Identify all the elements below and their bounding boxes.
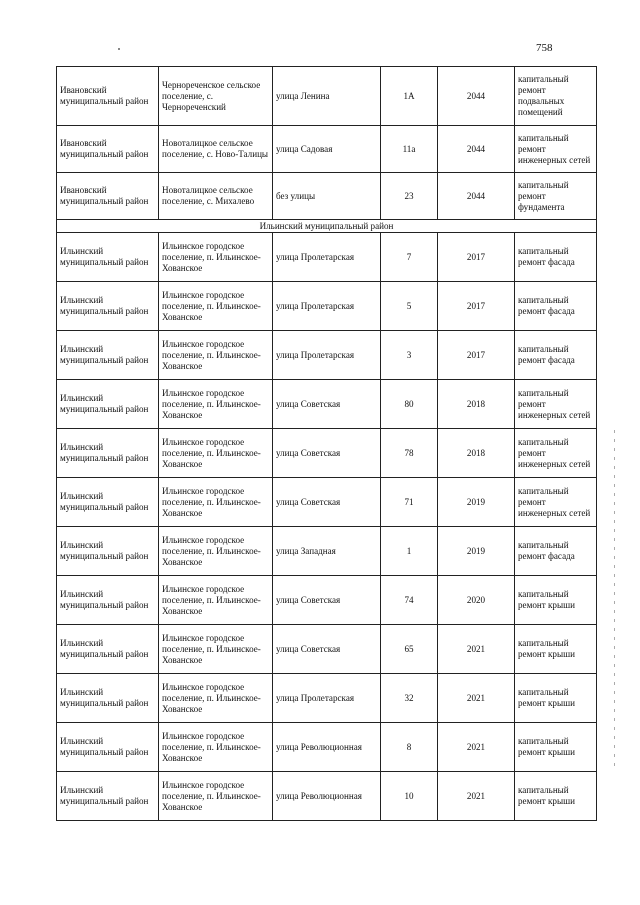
table-row <box>57 67 597 126</box>
year-cell: 2017 <box>438 282 515 331</box>
street-cell: без улицы <box>273 173 381 220</box>
year-cell: 2017 <box>438 233 515 282</box>
section-title: Ильинский муниципальный район <box>57 220 597 233</box>
street-cell: улица Советская <box>273 478 381 527</box>
table-row <box>57 576 597 625</box>
work-type-cell: капитальный ремонт подвальных помещений <box>515 67 597 126</box>
year-cell: 2019 <box>438 478 515 527</box>
table-row <box>57 723 597 772</box>
year-cell: 2019 <box>438 527 515 576</box>
street-cell: улица Революционная <box>273 723 381 772</box>
settlement-cell: Ильинское городское поселение, п. Ильинское-Хованское <box>159 576 273 625</box>
year-cell: 2021 <box>438 772 515 821</box>
street-cell: улица Советская <box>273 625 381 674</box>
district-cell: Ильинский муниципальный район <box>57 380 159 429</box>
district-cell: Ильинский муниципальный район <box>57 429 159 478</box>
settlement-cell: Чернореченское сельское поселение, с. Чернореченский <box>159 67 273 126</box>
district-cell: Ильинский муниципальный район <box>57 625 159 674</box>
year-cell: 2021 <box>438 625 515 674</box>
year-cell: 2044 <box>438 173 515 220</box>
settlement-cell: Ильинское городское поселение, п. Ильинское-Хованское <box>159 674 273 723</box>
table-row <box>57 527 597 576</box>
house-cell: 32 <box>381 674 438 723</box>
district-cell: Ильинский муниципальный район <box>57 723 159 772</box>
house-cell: 8 <box>381 723 438 772</box>
work-type-cell: капитальный ремонт фасада <box>515 282 597 331</box>
table-row <box>57 478 597 527</box>
year-cell: 2044 <box>438 126 515 173</box>
table-row <box>57 772 597 821</box>
street-cell: улица Советская <box>273 576 381 625</box>
settlement-cell: Ильинское городское поселение, п. Ильинское-Хованское <box>159 723 273 772</box>
work-type-cell: капитальный ремонт инженерных сетей <box>515 478 597 527</box>
district-cell: Ивановский муниципальный район <box>57 67 159 126</box>
street-cell: улица Ленина <box>273 67 381 126</box>
year-cell: 2044 <box>438 67 515 126</box>
work-type-cell: капитальный ремонт крыши <box>515 625 597 674</box>
work-type-cell: капитальный ремонт крыши <box>515 576 597 625</box>
street-cell: улица Советская <box>273 429 381 478</box>
street-cell: улица Революционная <box>273 772 381 821</box>
work-type-cell: капитальный ремонт фундамента <box>515 173 597 220</box>
district-cell: Ильинский муниципальный район <box>57 478 159 527</box>
district-cell: Ивановский муниципальный район <box>57 126 159 173</box>
house-cell: 10 <box>381 772 438 821</box>
table-row <box>57 173 597 220</box>
work-type-cell: капитальный ремонт инженерных сетей <box>515 429 597 478</box>
settlement-cell: Новоталицкое сельское поселение, с. Ново-Талицы <box>159 126 273 173</box>
settlement-cell: Ильинское городское поселение, п. Ильинское-Хованское <box>159 772 273 821</box>
year-cell: 2018 <box>438 380 515 429</box>
work-type-cell: капитальный ремонт крыши <box>515 674 597 723</box>
work-type-cell: капитальный ремонт крыши <box>515 723 597 772</box>
year-cell: 2017 <box>438 331 515 380</box>
house-cell: 3 <box>381 331 438 380</box>
work-type-cell: капитальный ремонт фасада <box>515 233 597 282</box>
year-cell: 2018 <box>438 429 515 478</box>
district-cell: Ивановский муниципальный район <box>57 173 159 220</box>
table-row <box>57 429 597 478</box>
house-cell: 5 <box>381 282 438 331</box>
house-cell: 74 <box>381 576 438 625</box>
street-cell: улица Советская <box>273 380 381 429</box>
table-row <box>57 331 597 380</box>
table-row <box>57 233 597 282</box>
section-header-row <box>57 220 597 233</box>
house-cell: 11а <box>381 126 438 173</box>
work-type-cell: капитальный ремонт крыши <box>515 772 597 821</box>
district-cell: Ильинский муниципальный район <box>57 282 159 331</box>
house-cell: 1А <box>381 67 438 126</box>
district-cell: Ильинский муниципальный район <box>57 674 159 723</box>
year-cell: 2021 <box>438 674 515 723</box>
district-cell: Ильинский муниципальный район <box>57 527 159 576</box>
work-type-cell: капитальный ремонт инженерных сетей <box>515 126 597 173</box>
table-row <box>57 282 597 331</box>
settlement-cell: Ильинское городское поселение, п. Ильинское-Хованское <box>159 429 273 478</box>
work-type-cell: капитальный ремонт инженерных сетей <box>515 380 597 429</box>
street-cell: улица Пролетарская <box>273 331 381 380</box>
house-cell: 65 <box>381 625 438 674</box>
work-type-cell: капитальный ремонт фасада <box>515 527 597 576</box>
table-row <box>57 625 597 674</box>
house-cell: 1 <box>381 527 438 576</box>
repair-schedule-table <box>56 66 597 821</box>
table-row <box>57 126 597 173</box>
year-cell: 2020 <box>438 576 515 625</box>
house-cell: 71 <box>381 478 438 527</box>
settlement-cell: Ильинское городское поселение, п. Ильинское-Хованское <box>159 478 273 527</box>
street-cell: улица Пролетарская <box>273 233 381 282</box>
settlement-cell: Ильинское городское поселение, п. Ильинское-Хованское <box>159 625 273 674</box>
street-cell: улица Садовая <box>273 126 381 173</box>
settlement-cell: Новоталицкое сельское поселение, с. Михалево <box>159 173 273 220</box>
table-row <box>57 380 597 429</box>
house-cell: 80 <box>381 380 438 429</box>
settlement-cell: Ильинское городское поселение, п. Ильинское-Хованское <box>159 380 273 429</box>
page-number: 758 <box>536 42 553 54</box>
year-cell: 2021 <box>438 723 515 772</box>
scan-artifact <box>118 48 120 50</box>
house-cell: 23 <box>381 173 438 220</box>
district-cell: Ильинский муниципальный район <box>57 331 159 380</box>
district-cell: Ильинский муниципальный район <box>57 576 159 625</box>
scan-artifact-edge <box>614 430 615 770</box>
settlement-cell: Ильинское городское поселение, п. Ильинское-Хованское <box>159 331 273 380</box>
settlement-cell: Ильинское городское поселение, п. Ильинское-Хованское <box>159 282 273 331</box>
street-cell: улица Пролетарская <box>273 674 381 723</box>
work-type-cell: капитальный ремонт фасада <box>515 331 597 380</box>
house-cell: 7 <box>381 233 438 282</box>
district-cell: Ильинский муниципальный район <box>57 772 159 821</box>
street-cell: улица Западная <box>273 527 381 576</box>
table-row <box>57 674 597 723</box>
district-cell: Ильинский муниципальный район <box>57 233 159 282</box>
house-cell: 78 <box>381 429 438 478</box>
street-cell: улица Пролетарская <box>273 282 381 331</box>
settlement-cell: Ильинское городское поселение, п. Ильинское-Хованское <box>159 233 273 282</box>
settlement-cell: Ильинское городское поселение, п. Ильинское-Хованское <box>159 527 273 576</box>
